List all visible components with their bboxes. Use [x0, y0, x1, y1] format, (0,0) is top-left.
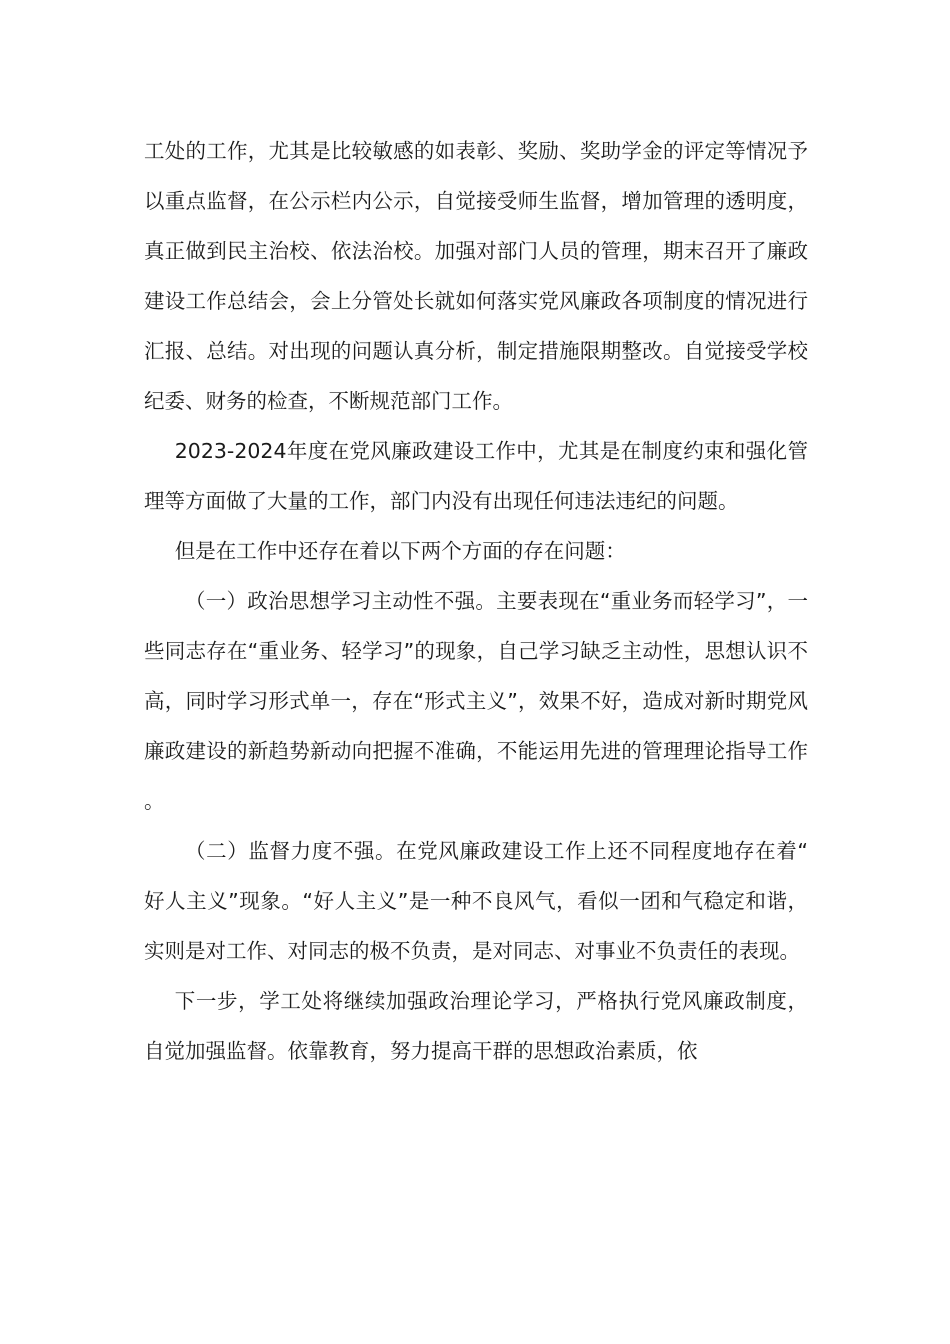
- paragraph-annual-summary: 2023-2024年度在党风廉政建设工作中，尤其是在制度约束和强化管理等方面做了大量的工作，部门内没有出现任何违法违纪的问题。: [144, 439, 808, 513]
- paragraph-next-steps: 下一步，学工处将继续加强政治理论学习，严格执行党风廉政制度，自觉加强监督。依靠教育，努力提高干群的思想政治素质，依: [144, 989, 808, 1063]
- paragraph-problems-intro: 但是在工作中还存在着以下两个方面的存在问题：: [174, 539, 626, 563]
- paragraph-problem-two: （二）监督力度不强。在党风廉政建设工作上还不同程度地存在着“好人主义”现象。“好人主义”是一种不良风气，看似一团和气稳定和谐，实则是对工作、对同志的极不负责，是对同志、对事业不负责任的表现。: [144, 839, 808, 963]
- paragraph-problem-one: （一）政治思想学习主动性不强。主要表现在“重业务而轻学习”，一些同志存在“重业务、轻学习”的现象，自己学习缺乏主动性，思想认识不高，同时学习形式单一，存在“形式主义”，效果不好，造成对新时期党风廉政建设的新趋势新动向把握不准确，不能运用先进的管理理论指导工作。: [144, 589, 808, 813]
- document-body: [144, 126, 808, 1076]
- paragraph-continued-work: 工处的工作，尤其是比较敏感的如表彰、奖励、奖助学金的评定等情况予以重点监督，在公示栏内公示，自觉接受师生监督，增加管理的透明度，真正做到民主治校、依法治校。加强对部门人员的管理，期末召开了廉政建设工作总结会，会上分管处长就如何落实党风廉政各项制度的情况进行汇报、总结。对出现的问题认真分析，制定措施限期整改。自觉接受学校纪委、财务的检查，不断规范部门工作。: [144, 139, 808, 413]
